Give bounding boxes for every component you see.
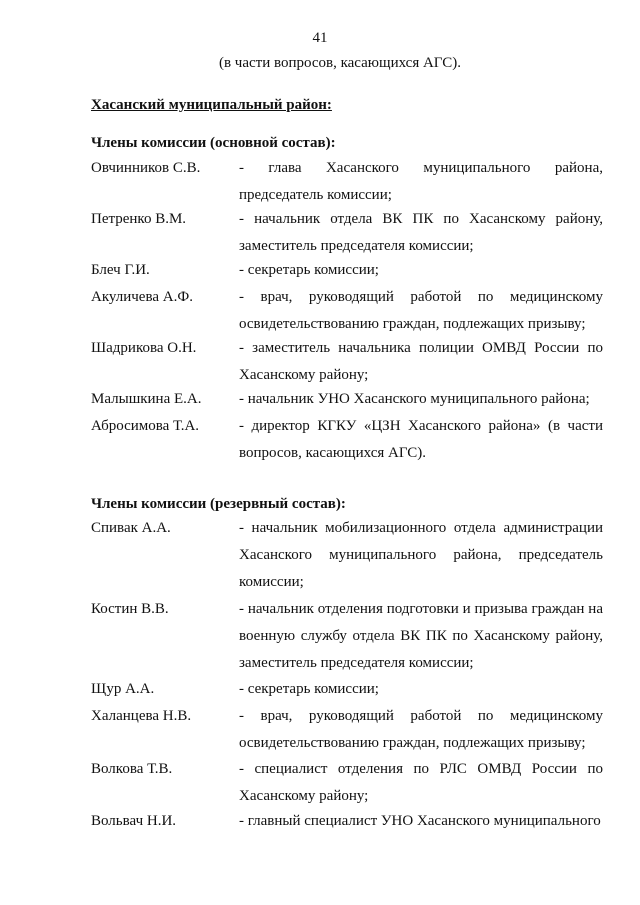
member-description: - заместитель начальника полиции ОМВД России по Хасанскому району; [239, 340, 603, 383]
member-name: Блеч Г.И. [91, 262, 150, 278]
continuation-line: (в части вопросов, касающихся АГС). [218, 55, 462, 71]
page-number: 41 [312, 30, 328, 46]
member-description: - директор КГКУ «ЦЗН Хасанского района» (в части вопросов, касающихся АГС). [239, 418, 603, 461]
member-name: Петренко В.М. [91, 211, 187, 227]
member-name: Щур А.А. [91, 681, 155, 697]
member-description: - начальник отделения подготовки и призыва граждан на военную службу отдела ВК ПК по Хасанскому району, заместитель председателя комиссии; [239, 601, 603, 671]
member-name: Акуличева А.Ф. [91, 289, 193, 305]
member-name: Вольвач Н.И. [91, 813, 177, 829]
member-description: - специалист отделения по РЛС ОМВД России по Хасанскому району; [239, 761, 603, 804]
member-description: - глава Хасанского муниципального района, председатель комиссии; [239, 160, 603, 203]
member-description: - секретарь комиссии; [239, 681, 379, 697]
member-name: Спивак А.А. [91, 520, 171, 536]
member-name: Малышкина Е.А. [91, 391, 202, 407]
district-heading: Хасанский муниципальный район: [91, 97, 332, 113]
member-description: - врач, руководящий работой по медицинскому освидетельствованию граждан, подлежащих призыву; [239, 289, 603, 332]
member-name: Шадрикова О.Н. [91, 340, 197, 356]
member-description: - начальник отдела ВК ПК по Хасанскому району, заместитель председателя комиссии; [239, 211, 603, 254]
member-description: - врач, руководящий работой по медицинскому освидетельствованию граждан, подлежащих призыву; [239, 708, 603, 751]
member-name: Волкова Т.В. [91, 761, 173, 777]
member-description: - начальник мобилизационного отдела администрации Хасанского муниципального района, председатель комиссии; [239, 520, 603, 590]
member-name: Абросимова Т.А. [91, 418, 200, 434]
member-name: Костин В.В. [91, 601, 169, 617]
main-composition-heading: Члены комиссии (основной состав): [91, 135, 336, 151]
reserve-composition-heading: Члены комиссии (резервный состав): [91, 496, 346, 512]
member-name: Овчинников С.В. [91, 160, 201, 176]
member-description: - главный специалист УНО Хасанского муниципального [239, 813, 601, 829]
member-description: - секретарь комиссии; [239, 262, 379, 278]
member-name: Халанцева Н.В. [91, 708, 192, 724]
member-description: - начальник УНО Хасанского муниципального района; [239, 391, 590, 407]
